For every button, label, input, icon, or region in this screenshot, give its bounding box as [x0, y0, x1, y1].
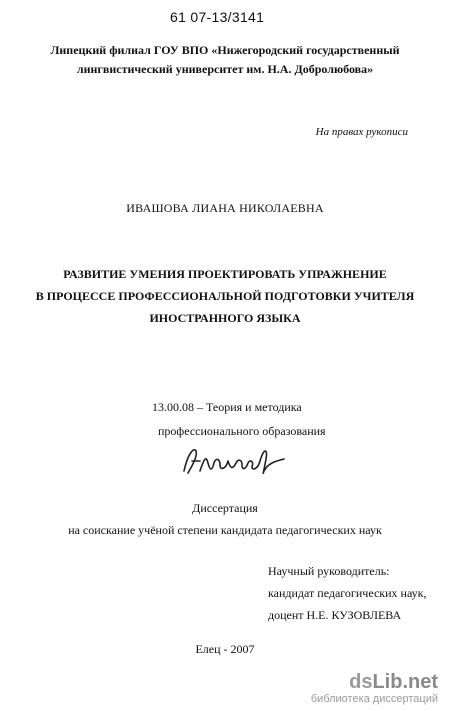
specialty-block: [152, 395, 326, 443]
dissertation-degree: на соискание учёной степени кандидата педагогических наук: [68, 523, 382, 537]
advisor-name: доцент Н.Е. КУЗОВЛЕВА: [268, 608, 402, 622]
institution-line-2: лингвистический университет им. Н.А. Добролюбова»: [76, 62, 374, 76]
watermark-logo: [311, 671, 438, 693]
title-line-3: ИНОСТРАННОГО ЯЗЫКА: [149, 311, 301, 325]
handwritten-signature: [180, 441, 290, 486]
watermark-subtitle: библиотека диссертаций: [310, 693, 438, 705]
watermark-logo-ds: ds: [349, 671, 373, 693]
advisor-degree: кандидат педагогических наук,: [268, 586, 427, 600]
dissertation-label: Диссертация: [192, 501, 258, 515]
title-line-2: В ПРОЦЕССЕ ПРОФЕССИОНАЛЬНОЙ ПОДГОТОВКИ УЧИТЕЛЯ: [35, 289, 415, 303]
specialty-line-2: профессионального образования: [158, 424, 326, 438]
author-name: ИВАШОВА ЛИАНА НИКОЛАЕВНА: [126, 201, 324, 215]
advisor-heading: Научный руководитель:: [268, 564, 390, 578]
city-year: Елец - 2007: [195, 642, 255, 656]
title-line-1: РАЗВИТИЕ УМЕНИЯ ПРОЕКТИРОВАТЬ УПРАЖНЕНИЕ: [63, 267, 387, 281]
rights-note: На правах рукописи: [315, 126, 408, 138]
institution-line-1: Липецкий филиал ГОУ ВПО «Нижегородский государственный: [50, 43, 400, 57]
watermark: [311, 671, 438, 706]
catalog-number: 61 07-13/3141: [170, 9, 265, 25]
advisor-block: [268, 560, 426, 626]
specialty-line-1: 13.00.08 – Теория и методика: [152, 400, 302, 414]
watermark-logo-lib: Lib.net: [372, 671, 438, 693]
